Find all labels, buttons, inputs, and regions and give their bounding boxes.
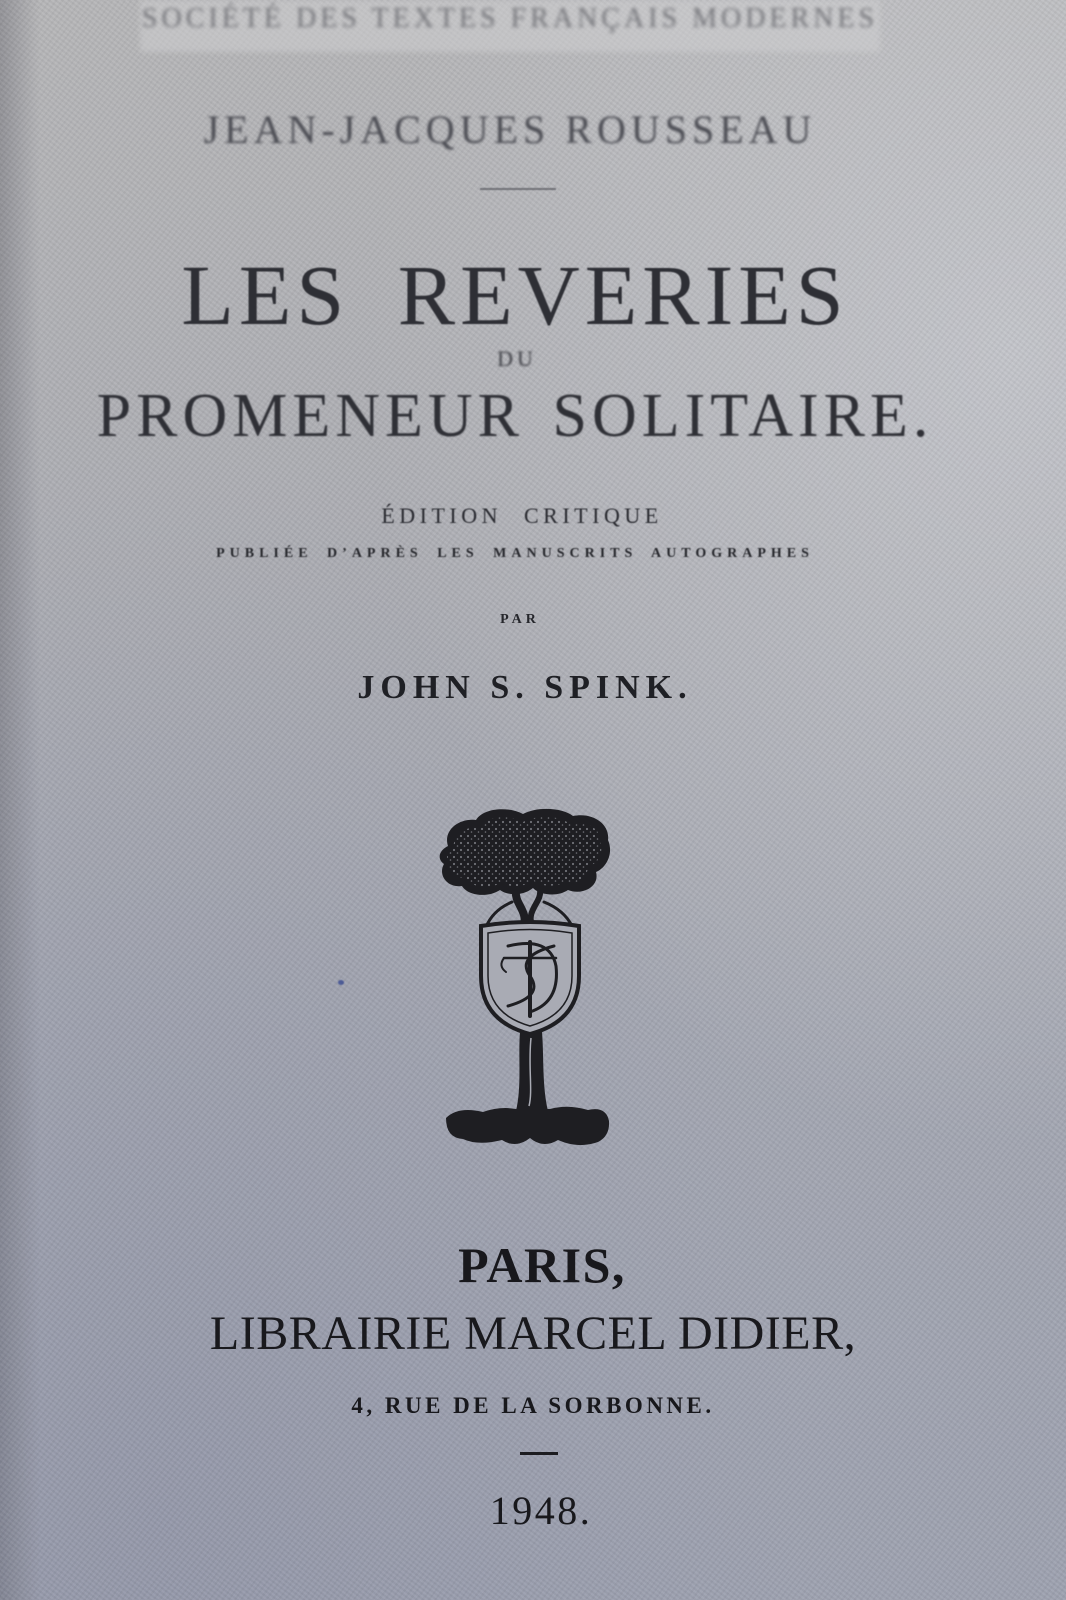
publisher-address: 4, RUE DE LA SORBONNE. bbox=[351, 1393, 715, 1418]
tree-crown bbox=[440, 809, 610, 895]
tree-roots bbox=[446, 1107, 609, 1145]
imprint-city: PARIS, bbox=[458, 1237, 626, 1293]
divider-rule bbox=[480, 188, 556, 190]
series-name: SOCIÉTÉ DES TEXTES FRANÇAIS MODERNES bbox=[141, 3, 879, 34]
divider-rule-bottom bbox=[520, 1452, 558, 1455]
edition-label: ÉDITION CRITIQUE bbox=[381, 503, 663, 528]
author-name: JEAN-JACQUES ROUSSEAU bbox=[203, 107, 817, 152]
editor-name: JOHN S. SPINK. bbox=[357, 669, 693, 706]
book-title-line-2: PROMENEUR SOLITAIRE. bbox=[96, 382, 934, 450]
book-title-connector: DU bbox=[497, 346, 537, 371]
publication-year: 1948. bbox=[489, 1488, 593, 1533]
shield bbox=[481, 922, 579, 1034]
edition-note: PUBLIÉE D’APRÈS LES MANUSCRITS AUTOGRAPHES bbox=[216, 546, 814, 561]
book-title-line-1: LES REVERIES bbox=[181, 247, 849, 343]
printers-mark-tree-icon bbox=[438, 806, 614, 1150]
by-label: PAR bbox=[500, 612, 540, 627]
tree-stem bbox=[516, 1032, 548, 1111]
ink-speck bbox=[338, 980, 344, 985]
publisher-name: LIBRAIRIE MARCEL DIDIER, bbox=[209, 1307, 857, 1360]
